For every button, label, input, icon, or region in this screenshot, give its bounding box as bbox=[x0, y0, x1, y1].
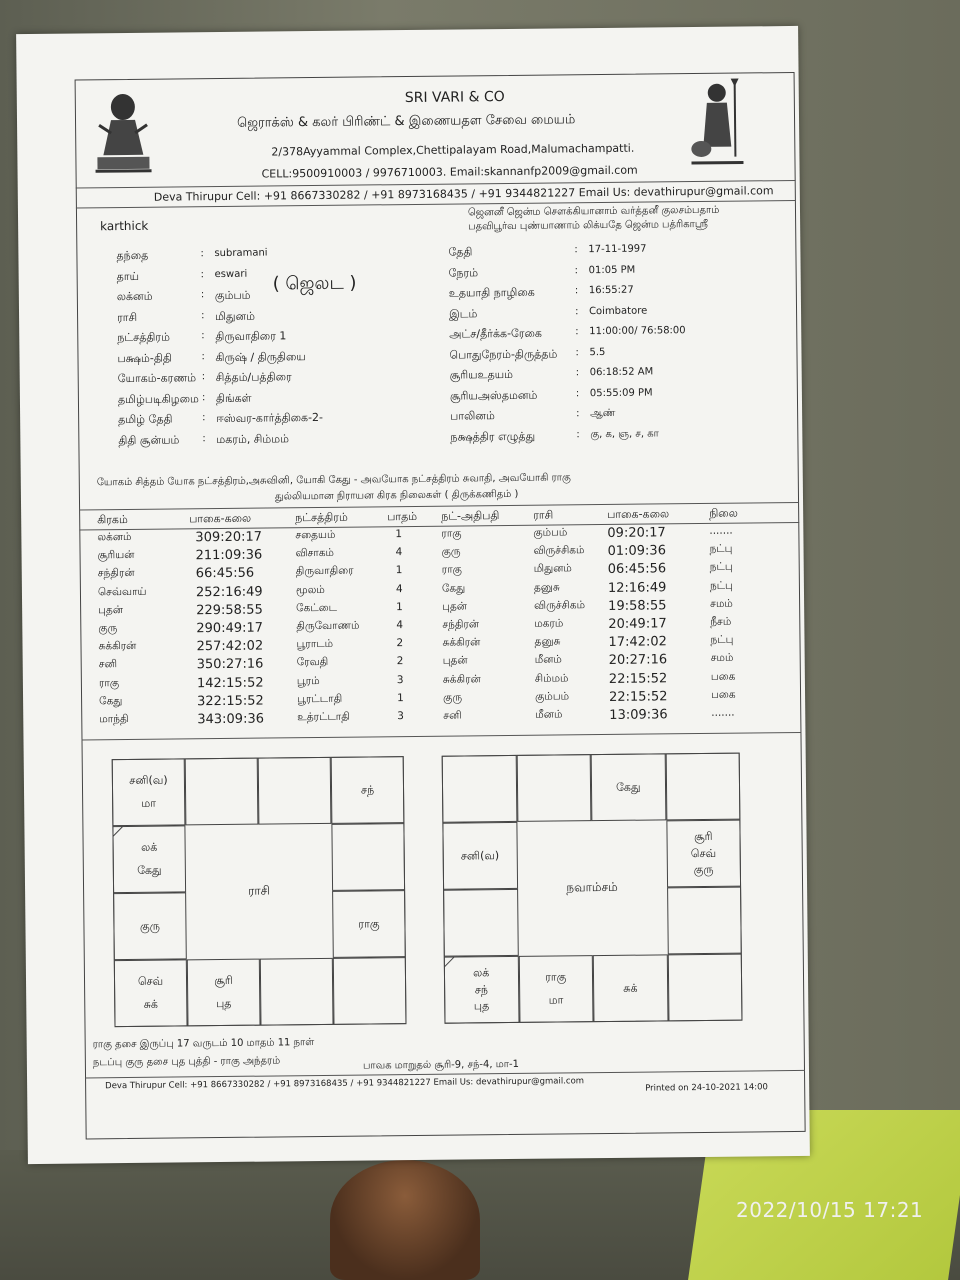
detail-colon: : bbox=[576, 428, 580, 440]
table-header: நிலை bbox=[709, 506, 738, 520]
foot-shape bbox=[330, 1160, 480, 1280]
detail-value: மகரம், சிம்மம் bbox=[216, 431, 290, 446]
table-cell: சனி bbox=[98, 658, 118, 671]
table-cell: 322:15:52 bbox=[197, 693, 264, 710]
detail-colon: : bbox=[201, 371, 206, 383]
table-cell: சுக்கிரன் bbox=[442, 636, 481, 649]
table-cell: நட்பு bbox=[709, 542, 733, 556]
table-cell: 252:16:49 bbox=[195, 584, 263, 600]
planet-label: ராகு bbox=[545, 970, 567, 984]
planet-label: குரு bbox=[139, 919, 160, 933]
table-cell: சதையம் bbox=[295, 528, 336, 542]
detail-colon: : bbox=[202, 412, 206, 424]
table-cell: 06:45:56 bbox=[607, 561, 667, 578]
table-cell: நட்பு bbox=[710, 633, 734, 647]
planet-label: செவ் bbox=[137, 974, 164, 989]
table-cell: ரேவதி bbox=[296, 656, 329, 669]
table-cell: 09:20:17 bbox=[607, 525, 666, 541]
chart-house-kadagam bbox=[331, 823, 405, 891]
table-cell: கேது bbox=[441, 582, 466, 595]
chart-house-rishabam bbox=[258, 757, 332, 825]
table-cell: 1 bbox=[395, 528, 403, 541]
planet-label: லக் bbox=[473, 965, 490, 980]
detail-label: நக்ஷத்திர எழுத்து bbox=[450, 429, 536, 444]
table-cell: 19:58:55 bbox=[608, 598, 667, 614]
planet-label: கேது bbox=[615, 780, 641, 794]
table-cell: நீசம் bbox=[710, 615, 732, 628]
detail-colon: : bbox=[576, 408, 580, 420]
table-cell: குரு bbox=[441, 545, 461, 558]
detail-value: திருவாதிரை 1 bbox=[215, 329, 287, 344]
photo-timestamp: 2022/10/15 17:21 bbox=[736, 1198, 924, 1222]
deva-contact-line: Deva Thirupur Cell: +91 8667330282 / +91 8973168435 / +91 9344821227 Email Us: devathirupur@gmail.com bbox=[153, 184, 774, 204]
table-cell: குரு bbox=[98, 622, 118, 635]
detail-value: கிருஷ் / திருதியை bbox=[215, 349, 306, 364]
chart-house-meenam bbox=[112, 758, 186, 826]
detail-value: ஈஸ்வர-கார்த்திகை-2- bbox=[216, 410, 324, 426]
table-cell: மிதுனம் bbox=[533, 562, 572, 576]
table-cell: 4 bbox=[395, 546, 403, 559]
table-cell: லக்னம் bbox=[97, 530, 132, 544]
table-header: ராசி bbox=[533, 508, 554, 522]
table-cell: 4 bbox=[395, 582, 403, 595]
planet-label: புத bbox=[216, 996, 232, 1010]
table-cell: புதன் bbox=[442, 654, 468, 668]
planet-label: சந் bbox=[360, 782, 375, 797]
table-cell: நட்பு bbox=[709, 579, 733, 592]
detail-label: உதயாதி நாழிகை bbox=[448, 285, 535, 300]
dasa-balance-line: ராகு தசை இருப்பு 17 வருடம் 10 மாதம் 11 நாள் bbox=[92, 1037, 315, 1051]
table-cell: பூராடம் bbox=[296, 638, 334, 651]
detail-value: 11:00:00/ 76:58:00 bbox=[589, 325, 686, 338]
table-cell: தனுசு bbox=[533, 581, 560, 594]
table-cell: மகரம் bbox=[534, 617, 564, 630]
table-cell: திருவோணம் bbox=[296, 619, 360, 633]
detail-label: தமிழ்படிகிழமை bbox=[117, 391, 199, 406]
planet-label: கேது bbox=[137, 863, 162, 877]
detail-label: சூரியஅஸ்தமனம் bbox=[449, 388, 538, 403]
table-header: பாகை-கலை bbox=[189, 511, 252, 526]
detail-colon: : bbox=[575, 346, 579, 358]
table-cell: 66:45:56 bbox=[195, 566, 255, 582]
ganesha-icon bbox=[93, 85, 154, 181]
planet-label: சனி(வ) bbox=[460, 848, 500, 863]
table-cell: 343:09:36 bbox=[197, 711, 265, 728]
detail-colon: : bbox=[575, 326, 579, 338]
table-cell: கும்பம் bbox=[535, 690, 570, 703]
address-line: 2/378Ayyammal Complex,Chettipalayam Road,Malumachampatti. bbox=[271, 141, 635, 159]
services-line: ஜெராக்ஸ் & கலர் பிரிண்ட் & இணையதள சேவை மையம் bbox=[236, 112, 576, 131]
current-dasa-line: நடப்பு குரு தசை புத புத்தி - ராகு அந்தரம் bbox=[92, 1055, 281, 1069]
table-cell: 211:09:36 bbox=[195, 547, 263, 564]
chart-house-kumbam bbox=[112, 825, 186, 893]
table-cell: பகை bbox=[710, 670, 736, 683]
detail-colon: : bbox=[200, 289, 205, 301]
detail-colon: : bbox=[200, 268, 205, 280]
detail-colon: : bbox=[574, 305, 579, 317]
chart-house-simmam bbox=[667, 887, 742, 955]
table-cell: ....... bbox=[709, 524, 733, 537]
table-header: நட்-அதிபதி bbox=[441, 509, 500, 523]
detail-label: அட்ச/தீர்க்க-ரேகை bbox=[449, 326, 543, 341]
detail-value: கும்பம் bbox=[214, 288, 251, 303]
detail-label: பக்ஷம்-திதி bbox=[117, 351, 172, 365]
table-cell: 22:15:52 bbox=[609, 689, 668, 705]
planet-label: சந் bbox=[474, 982, 489, 996]
table-cell: செவ்வாய் bbox=[97, 585, 147, 598]
detail-value: subramani bbox=[214, 247, 268, 260]
table-cell: சுக்கிரன் bbox=[98, 640, 137, 653]
planet-label: சூரி bbox=[214, 974, 233, 988]
person-name: karthick bbox=[100, 218, 149, 234]
planet-label: சுக் bbox=[143, 997, 158, 1011]
table-cell: சூரியன் bbox=[97, 549, 135, 562]
chart-center-label: ராசி bbox=[248, 883, 271, 898]
table-cell: 2 bbox=[396, 655, 404, 668]
planet-label: சனி(வ) bbox=[129, 773, 168, 788]
table-cell: 4 bbox=[396, 619, 404, 632]
table-cell: மீனம் bbox=[535, 708, 563, 721]
verse-line-2: பதவிபூர்வ புண்யாணாம் லிக்யதே ஜென்ம பத்ரிகாஶ்ரீ bbox=[468, 218, 708, 233]
table-cell: தனுசு bbox=[534, 635, 561, 648]
table-cell: சிம்மம் bbox=[534, 671, 569, 685]
table-cell: ராகு bbox=[441, 527, 462, 540]
table-cell: 20:27:16 bbox=[608, 652, 668, 669]
detail-value: 01:05 PM bbox=[588, 264, 636, 276]
planet-label: மா bbox=[141, 796, 157, 810]
table-cell: 17:42:02 bbox=[608, 634, 667, 651]
handwritten-note: ( ஜெலட ) bbox=[272, 272, 357, 295]
table-cell: சனி bbox=[443, 709, 462, 722]
verse-line-1: ஜெனனீ ஜென்ம சௌக்கியானாம் வர்த்தனீ குலசம்பதாம் bbox=[467, 204, 720, 219]
chart-center-label: நவாம்சம் bbox=[566, 879, 618, 895]
table-cell: ராகு bbox=[98, 676, 120, 689]
detail-value: திங்கள் bbox=[215, 391, 252, 405]
company-name: SRI VARI & CO bbox=[404, 89, 505, 107]
table-cell: சந்திரன் bbox=[442, 618, 480, 631]
planet-label: புத bbox=[473, 999, 490, 1013]
planet-label: சுக் bbox=[623, 981, 638, 995]
detail-label: தமிழ் தேதி bbox=[118, 412, 173, 427]
detail-label: பாலினம் bbox=[450, 409, 495, 423]
chart-house-dhanusu bbox=[114, 959, 188, 1027]
table-cell: ராகு bbox=[441, 563, 462, 577]
table-cell: புதன் bbox=[442, 600, 468, 613]
contact-line: CELL:9500910003 / 9976710003. Email:skannanfp2009@gmail.com bbox=[261, 163, 638, 181]
table-cell: 22:15:52 bbox=[608, 670, 668, 687]
detail-value: மிதுனம் bbox=[215, 309, 256, 323]
printed-on-label: Printed on 24-10-2021 14:00 bbox=[645, 1082, 768, 1094]
planet-label: லக் bbox=[140, 841, 158, 855]
table-header: பாகை-கலை bbox=[607, 507, 670, 521]
planet-label: குரு bbox=[693, 863, 714, 877]
footer-contact-line: Deva Thirupur Cell: +91 8667330282 / +91 8973168435 / +91 9344821227 Email Us: devathirupur@gmail.com bbox=[105, 1076, 585, 1092]
table-cell: நட்பு bbox=[709, 561, 733, 574]
detail-colon: : bbox=[575, 367, 580, 379]
table-cell: 1 bbox=[397, 691, 404, 704]
chart-house-mesham bbox=[185, 758, 259, 826]
chart-house-mesham bbox=[516, 754, 591, 822]
detail-label: தாய் bbox=[116, 269, 140, 283]
table-cell: 290:49:17 bbox=[196, 620, 264, 637]
table-cell: 350:27:16 bbox=[196, 656, 264, 673]
table-cell: ....... bbox=[711, 706, 735, 719]
table-cell: மீனம் bbox=[534, 653, 562, 667]
chart-house-viruchigam bbox=[187, 959, 261, 1027]
bhava-line: பாவக மாறுதல் சூரி-9, சந்-4, மா-1 bbox=[362, 1058, 520, 1072]
murugan-icon bbox=[687, 76, 748, 172]
table-header: பாதம் bbox=[387, 509, 418, 524]
detail-value: 06:18:52 AM bbox=[589, 366, 654, 379]
detail-value: சித்தம்/பத்திரை bbox=[215, 370, 292, 385]
table-cell: 12:16:49 bbox=[607, 579, 667, 596]
table-cell: கேது bbox=[99, 694, 123, 708]
table-cell: குரு bbox=[443, 691, 463, 704]
table-cell: 13:09:36 bbox=[609, 707, 668, 723]
planet-label: ராகு bbox=[358, 916, 380, 931]
table-cell: கும்பம் bbox=[533, 526, 568, 539]
detail-colon: : bbox=[574, 264, 579, 276]
detail-label: நட்சத்திரம் bbox=[117, 330, 170, 345]
yoga-line: யோகம் சித்தம் யோக நட்சத்திரம்,அசுவினி, யோகி கேது - அவயோக நட்சத்திரம் சுவாதி, அவயோகி ராகு bbox=[96, 472, 571, 489]
table-cell: பூரட்டாதி bbox=[297, 692, 343, 706]
table-cell: மூலம் bbox=[295, 583, 325, 596]
detail-label: சூரியஉதயம் bbox=[449, 367, 514, 382]
table-cell: சமம் bbox=[710, 652, 734, 665]
table-cell: 20:49:17 bbox=[608, 616, 667, 632]
detail-label: யோகம்-கரணம் bbox=[117, 371, 197, 386]
table-cell: 309:20:17 bbox=[195, 529, 263, 546]
detail-colon: : bbox=[201, 391, 206, 403]
table-header: கிரகம் bbox=[97, 512, 128, 527]
detail-colon: : bbox=[201, 330, 205, 342]
table-cell: சந்திரன் bbox=[97, 567, 135, 580]
table-cell: விருச்சிகம் bbox=[533, 544, 585, 557]
detail-colon: : bbox=[574, 244, 578, 256]
detail-label: ராசி bbox=[117, 310, 138, 324]
planet-label: செவ் bbox=[690, 846, 717, 860]
detail-label: நேரம் bbox=[448, 265, 479, 280]
detail-colon: : bbox=[574, 285, 579, 297]
detail-label: தந்தை bbox=[116, 248, 149, 263]
detail-value: ஆண் bbox=[590, 407, 616, 420]
detail-label: இடம் bbox=[448, 306, 478, 321]
table-cell: திருவாதிரை bbox=[295, 565, 354, 578]
table-cell: மாந்தி bbox=[99, 712, 129, 726]
detail-value: 17-11-1997 bbox=[588, 243, 647, 256]
detail-value: 05:55:09 PM bbox=[589, 386, 653, 399]
table-cell: விருச்சிகம் bbox=[534, 598, 586, 612]
table-cell: 01:09:36 bbox=[607, 543, 667, 560]
table-cell: விசாகம் bbox=[295, 547, 335, 560]
detail-label: பொதுநேரம்-திருத்தம் bbox=[449, 346, 558, 362]
chart-house-meenam bbox=[442, 755, 517, 823]
detail-colon: : bbox=[202, 432, 206, 444]
chart-house-thulam bbox=[260, 958, 334, 1026]
table-cell: கேட்டை bbox=[296, 601, 338, 615]
table-cell: 142:15:52 bbox=[196, 675, 264, 691]
table-cell: 1 bbox=[396, 600, 403, 613]
table-cell: 3 bbox=[397, 710, 405, 723]
chart-house-kanni bbox=[333, 957, 407, 1025]
detail-label: தேதி bbox=[448, 245, 473, 259]
table-cell: சுக்கிரன் bbox=[442, 672, 481, 686]
detail-value: eswari bbox=[214, 268, 248, 280]
planet-table-title: துல்லியமான நிராயன கிரக நிலைகள் ( திருக்கணிதம் ) bbox=[274, 488, 519, 503]
table-cell: புதன் bbox=[98, 603, 124, 617]
detail-value: 5.5 bbox=[589, 346, 606, 358]
table-cell: 257:42:02 bbox=[196, 638, 264, 655]
detail-label: லக்னம் bbox=[116, 289, 153, 304]
table-header: நட்சத்திரம் bbox=[295, 510, 348, 525]
horoscope-sheet bbox=[16, 26, 810, 1164]
detail-value: கு, க, ஞ, ச, கா bbox=[590, 427, 659, 440]
detail-colon: : bbox=[200, 248, 204, 260]
table-cell: பூரம் bbox=[296, 674, 320, 687]
chart-house-mithunam bbox=[665, 753, 740, 821]
detail-value: 16:55:27 bbox=[588, 284, 634, 297]
detail-value: Coimbatore bbox=[588, 305, 648, 317]
detail-colon: : bbox=[201, 309, 205, 321]
table-cell: 2 bbox=[396, 637, 404, 650]
table-cell: 229:58:55 bbox=[196, 602, 263, 619]
table-cell: 1 bbox=[395, 564, 403, 577]
planet-label: சூரி bbox=[693, 829, 713, 843]
planet-label: மா bbox=[548, 993, 564, 1007]
detail-colon: : bbox=[575, 387, 580, 399]
detail-colon: : bbox=[201, 350, 205, 362]
chart-house-kanni bbox=[667, 954, 742, 1022]
chart-house-viruchigam bbox=[518, 955, 593, 1023]
table-cell: 3 bbox=[396, 673, 404, 686]
chart-house-makaram bbox=[443, 889, 518, 957]
table-cell: சமம் bbox=[710, 597, 733, 610]
table-cell: பகை bbox=[710, 688, 736, 701]
detail-label: திதி சூன்யம் bbox=[118, 432, 180, 447]
table-cell: உத்ரட்டாதி bbox=[297, 710, 350, 724]
